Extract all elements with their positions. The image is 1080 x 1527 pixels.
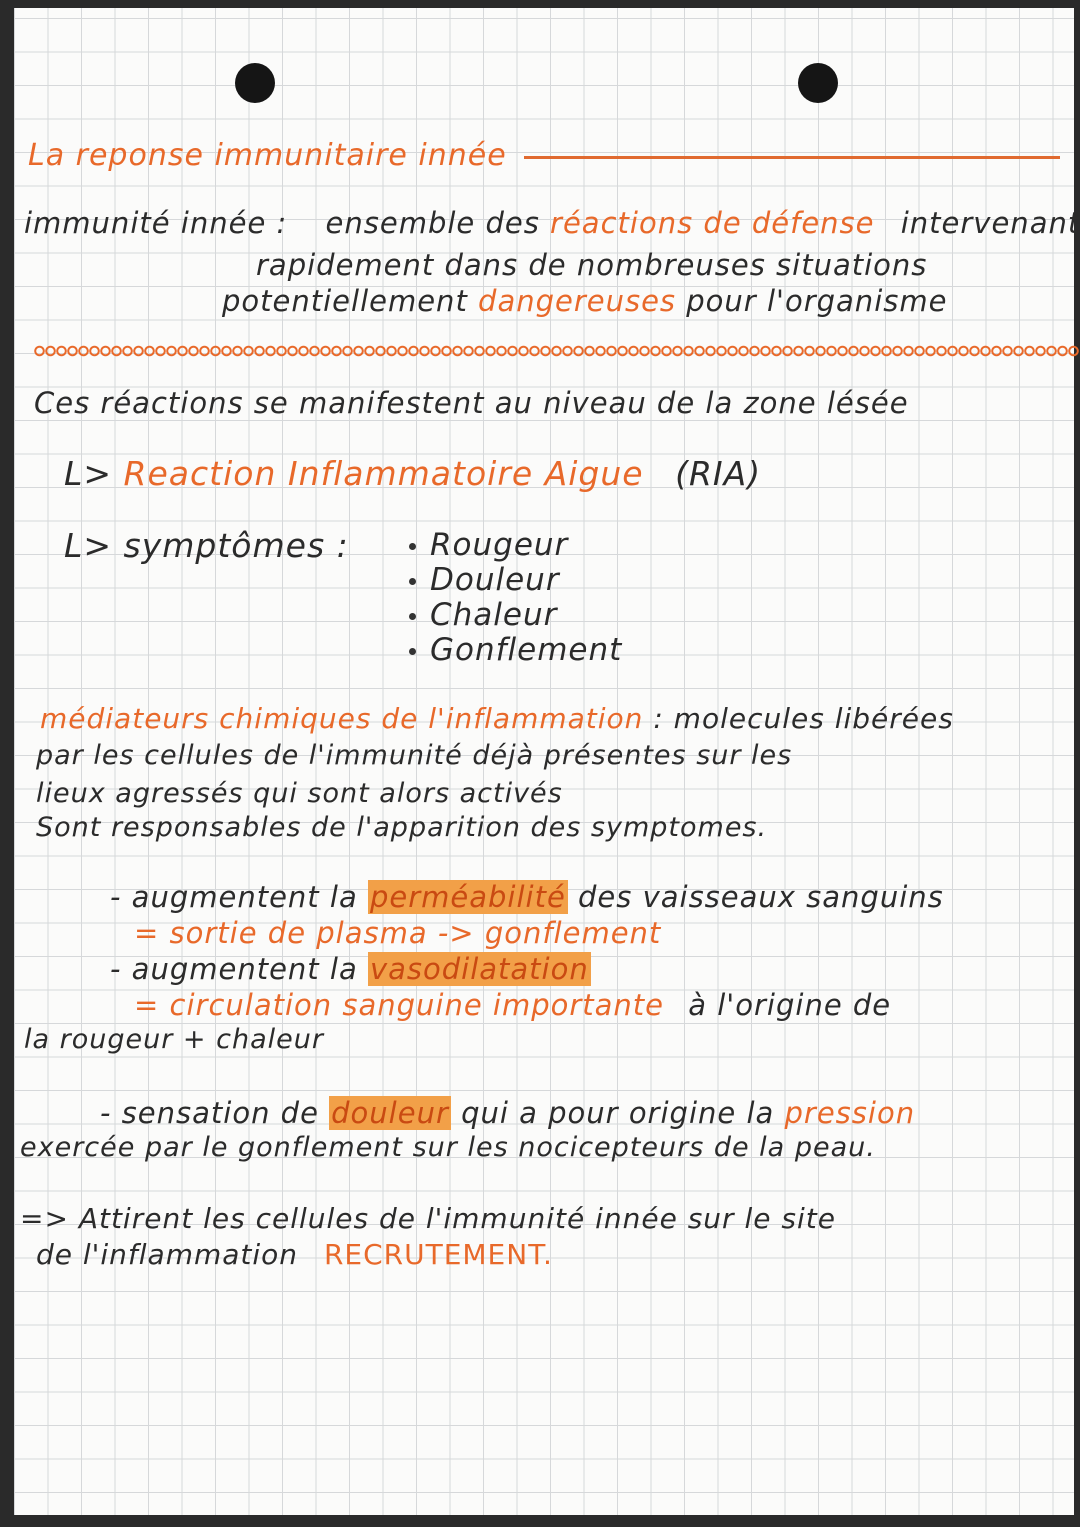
- effect-3-continuation: exercée par le gonflement sur les nocicepteurs de la peau.: [20, 1132, 876, 1163]
- abbreviation: (RIA): [675, 454, 762, 493]
- conclusion-line-1: => Attirent les cellules de l'immunité innée sur le site: [20, 1202, 836, 1235]
- effect-2-result: [134, 988, 891, 1022]
- text: - augmentent la: [110, 952, 358, 986]
- effect-1: [110, 880, 944, 914]
- list-item: [409, 563, 622, 598]
- bullet-icon: [409, 543, 416, 550]
- definition-term: immunité innée :: [24, 206, 288, 240]
- text: - augmentent la: [110, 880, 358, 914]
- effect-2: [110, 952, 591, 986]
- text: intervenant: [900, 206, 1080, 240]
- effect-1-result: = sortie de plasma -> gonflement: [134, 916, 662, 950]
- text: qui a pour origine la: [461, 1096, 775, 1130]
- mediators-line-4: Sont responsables de l'apparition des symptomes.: [36, 812, 768, 843]
- binder-hole: [235, 63, 275, 103]
- bullet-icon: [409, 648, 416, 655]
- symptom: Chaleur: [430, 597, 558, 633]
- text: pour l'organisme: [686, 284, 948, 318]
- symptom: Gonflement: [430, 632, 623, 668]
- effect-3: [100, 1096, 915, 1130]
- text: symptômes :: [123, 526, 349, 565]
- keyword: = circulation sanguine importante: [134, 988, 665, 1022]
- text: à l'origine de: [688, 988, 892, 1022]
- symptom: Douleur: [430, 562, 560, 598]
- arrow-icon: L>: [64, 454, 113, 493]
- section-divider: [34, 344, 1079, 358]
- keyword: médiateurs chimiques de l'inflammation: [40, 702, 644, 735]
- notebook-page: [14, 8, 1080, 1518]
- symptom-list: [409, 528, 622, 668]
- list-item: [409, 528, 622, 563]
- text: ensemble des: [325, 206, 540, 240]
- keyword: dangereuses: [478, 284, 677, 318]
- keyword: RECRUTEMENT.: [323, 1238, 553, 1271]
- text: des vaisseaux sanguins: [578, 880, 944, 914]
- arrow-icon: L>: [64, 526, 113, 565]
- conclusion-line-2: [36, 1238, 553, 1271]
- page-bottom-edge: [0, 1515, 1080, 1527]
- text: potentiellement: [222, 284, 468, 318]
- effect-2-continuation: la rougeur + chaleur: [24, 1024, 324, 1055]
- symptom: Rougeur: [430, 527, 569, 563]
- mediators-line-2: par les cellules de l'immunité déjà présentes sur les: [36, 740, 793, 771]
- definition-line-3: [222, 284, 947, 318]
- highlighted-keyword: douleur: [331, 1096, 449, 1130]
- symptoms-label: [64, 526, 349, 565]
- mediators-line-1: [40, 702, 954, 735]
- highlighted-keyword: vasodilatation: [369, 952, 589, 986]
- definition-line-1: [24, 206, 1080, 240]
- title-underline: [524, 156, 1060, 159]
- definition-line-2: rapidement dans de nombreuses situations: [256, 248, 928, 282]
- highlighted-keyword: perméabilité: [369, 880, 566, 914]
- bullet-icon: [409, 578, 416, 585]
- ria-line: [64, 454, 761, 493]
- reactions-intro: Ces réactions se manifestent au niveau de la zone lésée: [34, 386, 909, 420]
- keyword: pression: [784, 1096, 916, 1130]
- binder-hole: [798, 63, 838, 103]
- list-item: [409, 598, 622, 633]
- text: de l'inflammation: [36, 1238, 299, 1271]
- list-item: [409, 633, 622, 668]
- mediators-line-3: lieux agressés qui sont alors activés: [36, 778, 563, 809]
- keyword: Reaction Inflammatoire Aigue: [123, 454, 644, 493]
- page-title: La reponse immunitaire innée: [28, 138, 507, 173]
- bullet-icon: [409, 613, 416, 620]
- text: - sensation de: [100, 1096, 319, 1130]
- text: : molecules libérées: [653, 702, 954, 735]
- keyword: réactions de défense: [550, 206, 875, 240]
